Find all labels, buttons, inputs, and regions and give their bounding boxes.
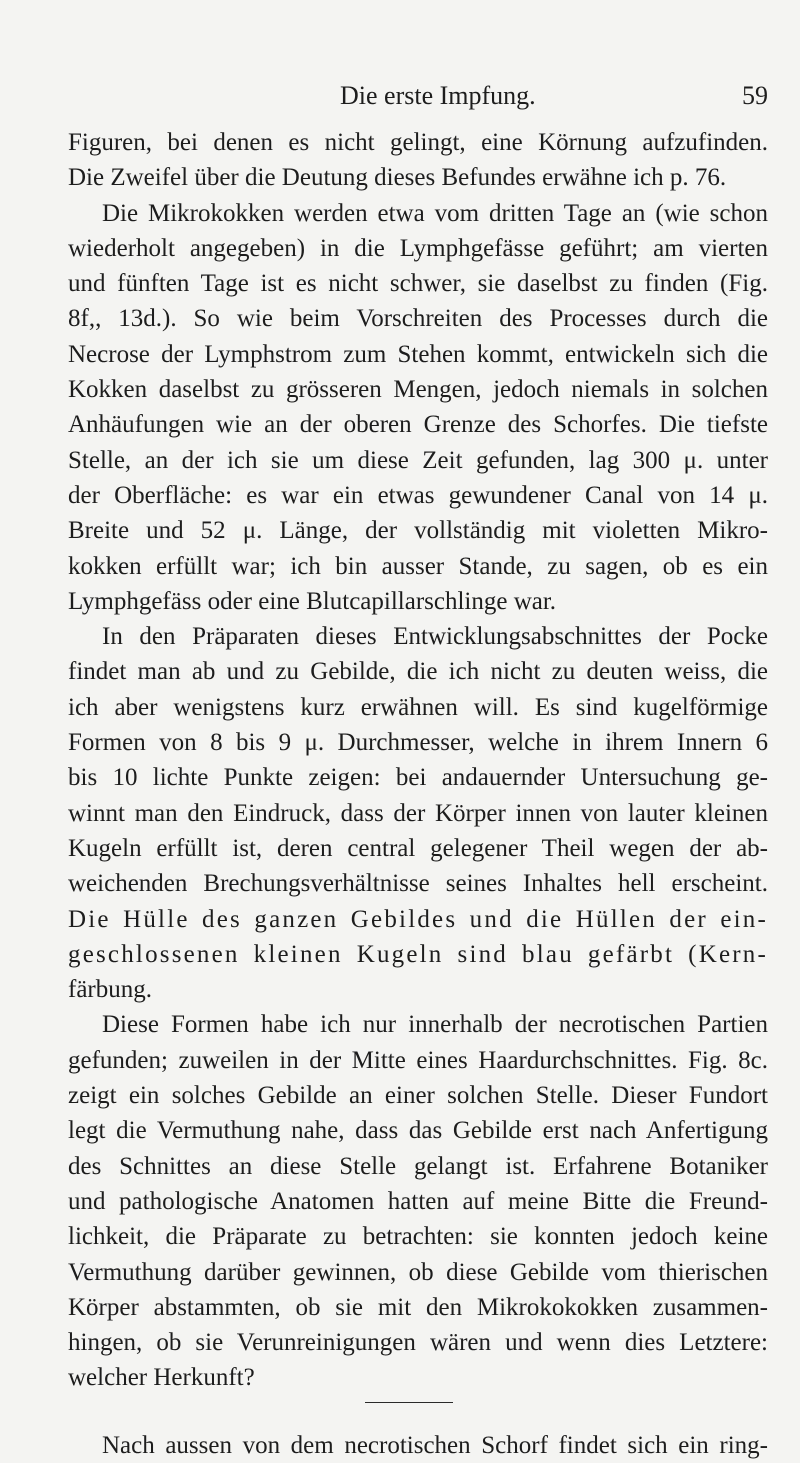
text-line: Die Mikrokokken werden etwa vom dritten Tage an (wie schon <box>102 199 768 227</box>
text-line: des Schnittes an diese Stelle gelangt ist. Erfahrene Botaniker <box>68 1152 768 1180</box>
text-line: bis 10 lichte Punkte zeigen: bei andauernder Untersuchung ge- <box>68 764 768 792</box>
text-line: und pathologische Anatomen hatten auf meine Bitte die Freund- <box>68 1187 768 1215</box>
text-line: gefunden; zuweilen in der Mitte eines Haardurchschnittes. Fig. 8c. <box>68 1046 768 1074</box>
text-line: hingen, ob sie Verunreinigungen wären und wenn dies Letztere: <box>68 1329 768 1357</box>
text-line: Necrose der Lymphstrom zum Stehen kommt, entwickeln sich die <box>68 340 768 368</box>
text-line: 8f,, 13d.). So wie beim Vorschreiten des Processes durch die <box>68 305 768 333</box>
text-line: kokken erfüllt war; ich bin ausser Stande, zu sagen, ob es ein <box>68 552 768 580</box>
text-line: weichenden Brechungsverhältnisse seines Inhaltes hell erscheint. <box>68 870 768 898</box>
divider-rule <box>365 1402 453 1403</box>
text-line: wiederholt angegeben) in die Lymphgefässe geführt; am vierten <box>68 234 768 262</box>
text-line: Kokken daselbst zu grösseren Mengen, jedoch niemals in solchen <box>68 376 768 404</box>
text-line: legt die Vermuthung nahe, dass das Gebilde erst nach Anfertigung <box>68 1117 768 1145</box>
text-line: lichkeit, die Präparate zu betrachten: sie konnten jedoch keine <box>68 1223 768 1251</box>
body-text <box>68 125 768 1463</box>
text-line: der Oberfläche: es war ein etwas gewundener Canal von 14 μ. <box>68 481 768 509</box>
text-line: winnt man den Eindruck, dass der Körper innen von lauter kleinen <box>68 799 768 827</box>
text-line: welcher Herkunft? <box>68 1364 255 1392</box>
text-line: Diese Formen habe ich nur innerhalb der necrotischen Partien <box>102 1011 768 1039</box>
text-line: findet man ab und zu Gebilde, die ich nicht zu deuten weiss, die <box>68 658 768 686</box>
text-line: und fünften Tage ist es nicht schwer, sie daselbst zu finden (Fig. <box>68 270 768 298</box>
text-line: In den Präparaten dieses Entwicklungsabschnittes der Pocke <box>102 623 768 651</box>
section-divider <box>68 1396 768 1426</box>
page-number: 59 <box>742 81 768 110</box>
text-line: Körper abstammten, ob sie mit den Mikrokokokken zusammen- <box>68 1293 768 1321</box>
text-line: färbung. <box>68 976 152 1004</box>
page-header <box>68 78 768 114</box>
text-line: ich aber wenigstens kurz erwähnen will. Es sind kugelförmige <box>68 693 768 721</box>
text-line: zeigt ein solches Gebilde an einer solchen Stelle. Dieser Fundort <box>68 1082 768 1110</box>
text-line: Vermuthung darüber gewinnen, ob diese Gebilde vom thierischen <box>68 1258 768 1286</box>
text-line: Formen von 8 bis 9 μ. Durchmesser, welche in ihrem Innern 6 <box>68 729 768 757</box>
text-line: Lymphgefäss oder eine Blutcapillarschlinge war. <box>68 587 557 615</box>
text-line: Nach aussen von dem necrotischen Schorf findet sich ein ring- <box>102 1431 768 1459</box>
text-line: Breite und 52 μ. Länge, der vollständig mit violetten Mikro- <box>68 517 768 545</box>
text-line: Stelle, an der ich sie um diese Zeit gefunden, lag 300 μ. unter <box>68 446 768 474</box>
text-line: Anhäufungen wie an der oberen Grenze des Schorfes. Die tiefste <box>68 411 768 439</box>
running-title: Die erste Impfung. <box>340 81 536 110</box>
text-line: Kugeln erfüllt ist, deren central gelegener Theil wegen der ab- <box>68 834 768 862</box>
text-line: Die Zweifel über die Deutung dieses Befundes erwähne ich p. 76. <box>68 164 727 192</box>
text-line-emphasis: geschlossenen kleinen Kugeln sind blau gefärbt (Kern- <box>68 940 768 968</box>
text-line: Figuren, bei denen es nicht gelingt, eine Körnung aufzufinden. <box>68 129 768 156</box>
text-line-emphasis: Die Hülle des ganzen Gebildes und die Hüllen der ein- <box>68 905 768 933</box>
